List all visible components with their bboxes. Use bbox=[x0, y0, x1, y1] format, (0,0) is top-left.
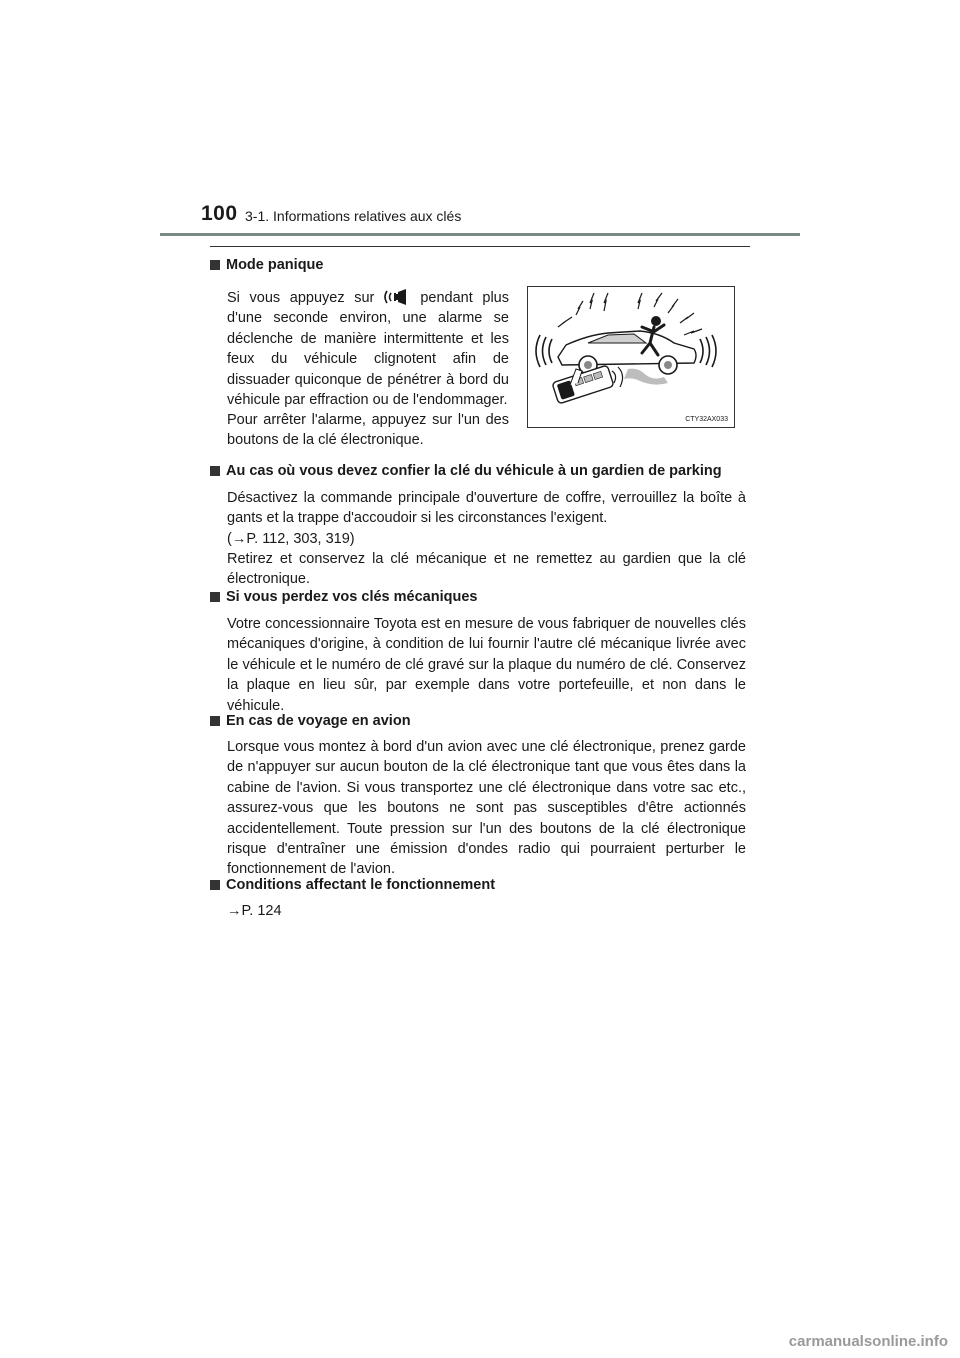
square-bullet-icon bbox=[210, 880, 220, 890]
running-header: 3-1. Informations relatives aux clés bbox=[245, 208, 462, 224]
square-bullet-icon bbox=[210, 466, 220, 476]
heading-parking-attendant bbox=[210, 463, 722, 479]
panic-button-icon bbox=[382, 289, 412, 305]
heading-air-travel bbox=[210, 713, 411, 729]
square-bullet-icon bbox=[210, 592, 220, 602]
panic-paragraph-2: Pour arrêter l'alarme, appuyez sur l'un des boutons de la clé électronique. bbox=[227, 412, 509, 449]
watermark: carmanualsonline.info bbox=[788, 1333, 948, 1350]
figure-code: CTY32AX033 bbox=[685, 416, 728, 423]
heading-text: Au cas où vous devez confier la clé du véhicule à un gardien de parking bbox=[226, 463, 722, 479]
panic-text-before-icon: Si vous appuyez sur bbox=[227, 290, 375, 306]
heading-text: Conditions affectant le fonctionnement bbox=[226, 877, 496, 893]
page-number: 100 bbox=[201, 202, 238, 225]
heading-operating-conditions bbox=[210, 877, 495, 893]
heading-text: Si vous perdez vos clés mécaniques bbox=[226, 589, 478, 605]
parking-paragraph-2: Retirez et conservez la clé mécanique et ne remettez au gardien que la clé électronique. bbox=[227, 551, 746, 588]
section-rule bbox=[210, 246, 750, 247]
heading-lost-keys bbox=[210, 589, 477, 605]
heading-panic-mode bbox=[210, 257, 323, 273]
heading-text: Mode panique bbox=[226, 257, 324, 273]
panic-alarm-illustration bbox=[527, 286, 735, 428]
conditions-reference: →P. 124 bbox=[227, 903, 282, 919]
air-travel-paragraph: Lorsque vous montez à bord d'un avion avec une clé électronique, prenez garde de n'appuyer sur aucun bouton de la clé électronique tant que vous êtes dans la cabine de l'avion. Si vous transportez une clé électronique dans votre sac etc., assurez-vous que les boutons ne sont pas susceptibles d'être actionnés accidentellement. Toute pression sur l'un des boutons de la clé électronique risque d'entraîner une émission d'ondes radio qui pourraient perturber le fonctionnement de l'avion. bbox=[227, 739, 746, 878]
car-alarm-drawing bbox=[528, 287, 734, 427]
panic-text-after-icon: pendant plus d'une seconde environ, une alarme se déclenche de manière intermittente et les feux du véhicule clignotent afin de dissuader quiconque de pénétrer à bord du véhicule par effraction ou de l'endommager. bbox=[227, 290, 509, 409]
heading-text: En cas de voyage en avion bbox=[226, 713, 411, 729]
square-bullet-icon bbox=[210, 716, 220, 726]
parking-paragraph-1: Désactivez la commande principale d'ouverture de coffre, verrouillez la boîte à gants et la trappe d'accoudoir si les circonstances l'exigent. bbox=[227, 490, 746, 527]
parking-reference: (→P. 112, 303, 319) bbox=[227, 531, 355, 547]
header-rule bbox=[160, 233, 800, 236]
lost-keys-paragraph: Votre concessionnaire Toyota est en mesure de vous fabriquer de nouvelles clés mécaniques d'origine, à condition de lui fournir l'autre clé mécanique livrée avec le véhicule et le numéro de clé gravé sur la plaque du numéro de clé. Conservez la plaque en lieu sûr, par exemple dans votre portefeuille, et non dans le véhicule. bbox=[227, 616, 746, 714]
square-bullet-icon bbox=[210, 260, 220, 270]
panic-paragraph-1 bbox=[227, 288, 509, 410]
